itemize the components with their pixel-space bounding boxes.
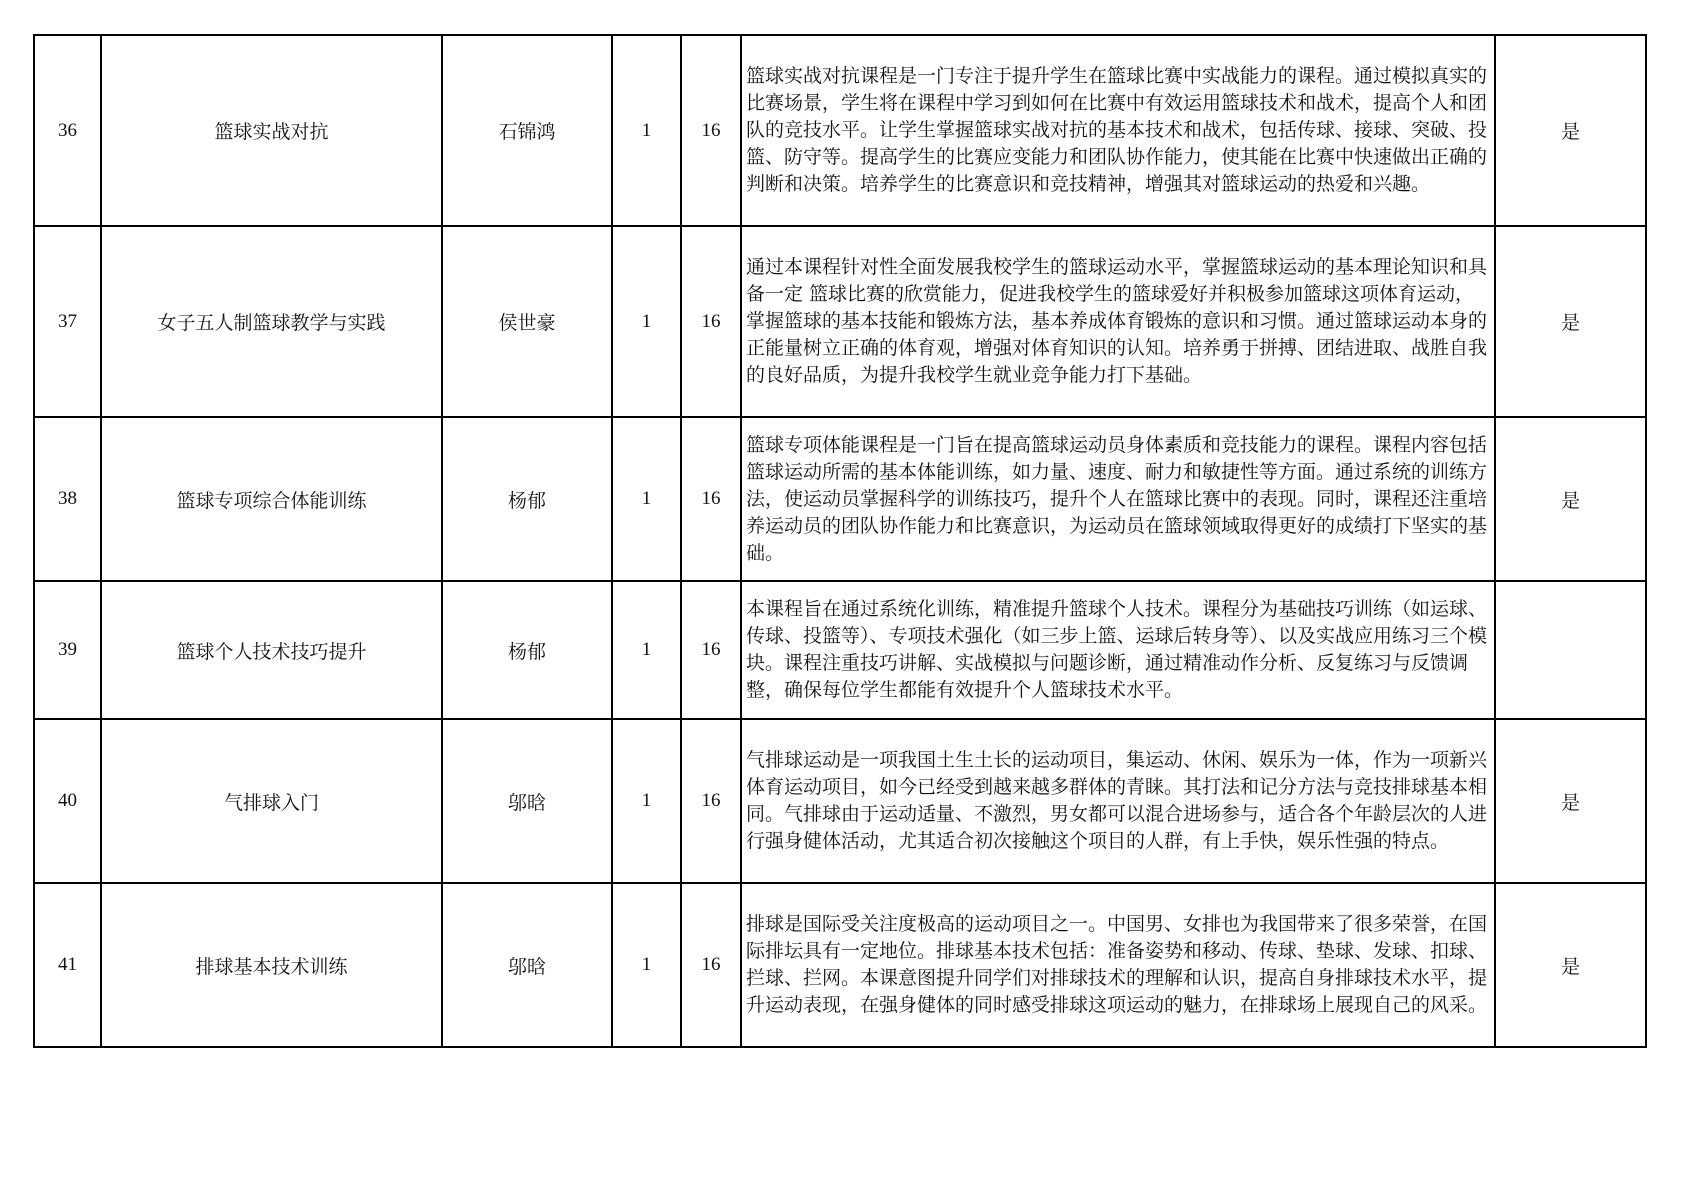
teacher-name: 杨郁	[442, 581, 612, 719]
table-row	[34, 35, 1646, 226]
hours: 16	[681, 883, 741, 1047]
row-number: 38	[34, 417, 101, 581]
hours: 16	[681, 226, 741, 417]
course-name: 篮球专项综合体能训练	[101, 417, 442, 581]
flag	[1495, 581, 1646, 719]
course-description: 篮球实战对抗课程是一门专注于提升学生在篮球比赛中实战能力的课程。通过模拟真实的比赛场景，学生将在课程中学习到如何在比赛中有效运用篮球技术和战术，提高个人和团队的竞技水平。让学生掌握篮球实战对抗的基本技术和战术，包括传球、接球、突破、投篮、防守等。提高学生的比赛应变能力和团队协作能力，使其能在比赛中快速做出正确的判断和决策。培养学生的比赛意识和竞技精神，增强其对篮球运动的热爱和兴趣。	[741, 35, 1495, 226]
row-number: 37	[34, 226, 101, 417]
teacher-name: 邬晗	[442, 883, 612, 1047]
table-row	[34, 417, 1646, 581]
course-name: 篮球实战对抗	[101, 35, 442, 226]
teacher-name: 杨郁	[442, 417, 612, 581]
teacher-name: 邬晗	[442, 719, 612, 883]
row-number: 39	[34, 581, 101, 719]
table-row	[34, 719, 1646, 883]
teacher-name: 石锦鸿	[442, 35, 612, 226]
course-description: 篮球专项体能课程是一门旨在提高篮球运动员身体素质和竞技能力的课程。课程内容包括篮球运动所需的基本体能训练，如力量、速度、耐力和敏捷性等方面。通过系统的训练方法，使运动员掌握科学的训练技巧，提升个人在篮球比赛中的表现。同时，课程还注重培养运动员的团队协作能力和比赛意识，为运动员在篮球领域取得更好的成绩打下坚实的基础。	[741, 417, 1495, 581]
credits: 1	[612, 883, 681, 1047]
hours: 16	[681, 417, 741, 581]
course-description: 气排球运动是一项我国土生土长的运动项目，集运动、休闲、娱乐为一体，作为一项新兴体育运动项目，如今已经受到越来越多群体的青睐。其打法和记分方法与竞技排球基本相同。气排球由于运动适量、不激烈，男女都可以混合进场参与，适合各个年龄层次的人进行强身健体活动，尤其适合初次接触这个项目的人群，有上手快，娱乐性强的特点。	[741, 719, 1495, 883]
course-table	[33, 34, 1647, 1048]
hours: 16	[681, 719, 741, 883]
credits: 1	[612, 719, 681, 883]
flag: 是	[1495, 226, 1646, 417]
course-name: 排球基本技术训练	[101, 883, 442, 1047]
flag: 是	[1495, 883, 1646, 1047]
course-name: 气排球入门	[101, 719, 442, 883]
course-description: 通过本课程针对性全面发展我校学生的篮球运动水平，掌握篮球运动的基本理论知识和具备一定 篮球比赛的欣赏能力，促进我校学生的篮球爱好并积极参加篮球这项体育运动，掌握篮球的基本技能和锻炼方法，基本养成体育锻炼的意识和习惯。通过篮球运动本身的正能量树立正确的体育观，增强对体育知识的认知。培养勇于拼搏、团结进取、战胜自我的良好品质，为提升我校学生就业竞争能力打下基础。	[741, 226, 1495, 417]
table-row	[34, 883, 1646, 1047]
credits: 1	[612, 226, 681, 417]
row-number: 41	[34, 883, 101, 1047]
flag: 是	[1495, 719, 1646, 883]
hours: 16	[681, 35, 741, 226]
course-name: 篮球个人技术技巧提升	[101, 581, 442, 719]
row-number: 40	[34, 719, 101, 883]
credits: 1	[612, 417, 681, 581]
hours: 16	[681, 581, 741, 719]
course-description: 排球是国际受关注度极高的运动项目之一。中国男、女排也为我国带来了很多荣誉，在国际排坛具有一定地位。排球基本技术包括：准备姿势和移动、传球、垫球、发球、扣球、拦球、拦网。本课意图提升同学们对排球技术的理解和认识，提高自身排球技术水平，提升运动表现，在强身健体的同时感受排球这项运动的魅力，在排球场上展现自己的风采。	[741, 883, 1495, 1047]
credits: 1	[612, 581, 681, 719]
table-row	[34, 581, 1646, 719]
flag: 是	[1495, 417, 1646, 581]
credits: 1	[612, 35, 681, 226]
course-name: 女子五人制篮球教学与实践	[101, 226, 442, 417]
teacher-name: 侯世豪	[442, 226, 612, 417]
course-description: 本课程旨在通过系统化训练，精准提升篮球个人技术。课程分为基础技巧训练（如运球、传球、投篮等）、专项技术强化（如三步上篮、运球后转身等）、以及实战应用练习三个模块。课程注重技巧讲解、实战模拟与问题诊断，通过精准动作分析、反复练习与反馈调整，确保每位学生都能有效提升个人篮球技术水平。	[741, 581, 1495, 719]
table-row	[34, 226, 1646, 417]
flag: 是	[1495, 35, 1646, 226]
row-number: 36	[34, 35, 101, 226]
